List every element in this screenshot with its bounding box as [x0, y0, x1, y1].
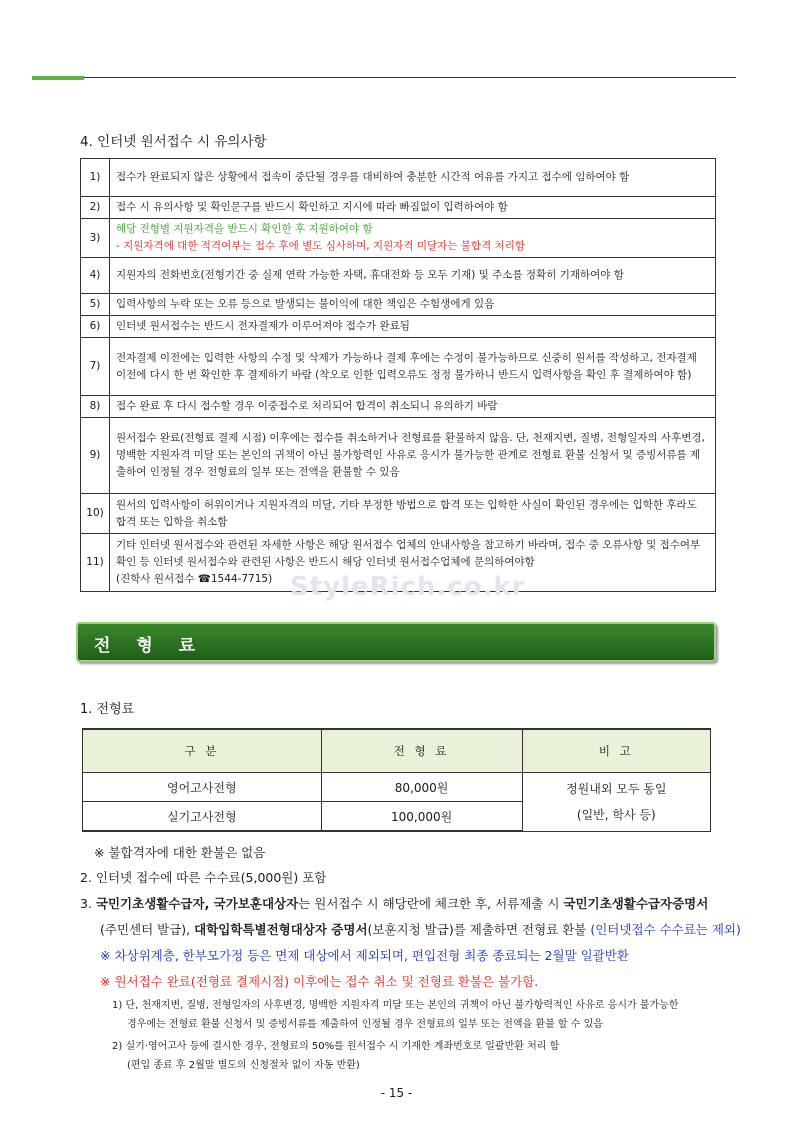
row-text: 원서접수 완료(전형료 결제 시점) 이후에는 접수를 취소하거나 전형료를 환불하지 않음. 단, 천재지변, 질병, 전형일자의 사후변경, 명백한 지원자격 미달 또는 본인의 귀책이 아닌 불가항력인 사유로 응시가 불가능한 관계로 전형료 환불 신청서 및 증빙서류를 제출하여 인정될 경우 전형료의 일부 또는 전액을 환불할 수 있음 [110, 418, 716, 494]
header-rule [84, 77, 736, 78]
watermark: StyleRich.co.kr [290, 572, 526, 602]
nonpass-note: ※ 불합격자에 대한 환불은 없음 [94, 845, 266, 860]
commission-excluded-note: (인터넷접수 수수료는 제외) [590, 922, 741, 937]
table-row [81, 258, 716, 294]
row-text-main: 기타 인터넷 원서접수와 관련된 자세한 사항은 해당 원서접수 업체의 안내사항을 참고하기 바라며, 접수 중 오류사항 및 접수여부 확인 등 인터넷 원서접수와 관련된 사항은 반드시 해당 인터넷 원서접수업체에 문의하여야함 [116, 539, 701, 568]
page-number: - 15 - [380, 1086, 413, 1100]
banner-title: 전 형 료 [94, 636, 206, 656]
table-row [81, 294, 716, 316]
notice-blue: ※ 차상위계층, 한부모가정 등은 면제 대상에서 제외되며, 편입전형 최종 종료되는 2월말 일괄반환 [100, 948, 629, 963]
row-text: 접수 완료 후 다시 접수할 경우 이중접수로 처리되어 합격이 취소되니 유의하기 바람 [110, 396, 716, 418]
exempt-targets: 국민기초생활수급자, 국가보훈대상자 [95, 896, 299, 911]
para-text: (보훈지청 발급)를 제출하면 전형료 환불 [367, 922, 591, 937]
row-number: 3) [81, 219, 110, 258]
para-text: (주민센터 발급), [100, 922, 195, 937]
row-number: 10) [81, 494, 110, 534]
fee-subtitle: 1. 전형료 [80, 702, 135, 717]
row-text: 인터넷 원서접수는 반드시 전자결제가 이루어져야 접수가 완료됨 [110, 316, 716, 338]
row-number: 2) [81, 197, 110, 219]
exemption-para-line2 [100, 920, 741, 938]
table-row [81, 494, 716, 534]
sub1-line2: 경우에는 전형료 환불 신청서 및 증빙서류를 제출하여 인정될 경우 전형료의 일부 또는 전액을 환불 할 수 있음 [127, 1019, 603, 1030]
notice-red: ※ 원서접수 완료(전형료 결제시점) 이후에는 접수 취소 및 전형료 환불은 불가함. [100, 974, 539, 989]
row-text-red: - 지원자격에 대한 적격여부는 접수 후에 별도 심사하며, 지원자격 미달자는 불합격 처리함 [116, 240, 525, 252]
header-accent-bar [32, 76, 84, 80]
sub1-line1: 1) 단, 천재지변, 질병, 전형일자의 사후변경, 명백한 지원자격 미달 또는 본인의 귀책이 아닌 불가항력적인 사유로 응시가 불가능한 [112, 1000, 679, 1011]
header-note: 비 고 [522, 729, 710, 773]
row-text: 접수가 완료되지 않은 상황에서 접속이 중단될 경우를 대비하여 충분한 시간적 여유를 가지고 접수에 임하여야 함 [110, 159, 716, 197]
table-row [81, 316, 716, 338]
table-row [81, 197, 716, 219]
exemption-para-line1 [80, 894, 708, 912]
notes-table [80, 158, 716, 592]
section-title: 4. 인터넷 원서접수 시 유의사항 [80, 134, 267, 150]
certificate-name-2: 대학입학특별전형대상자 증명서 [194, 922, 368, 937]
fee-table [82, 728, 711, 832]
para-num: 3. [80, 896, 96, 911]
fee-amount: 100,000원 [321, 802, 522, 832]
table-row [81, 418, 716, 494]
row-text-green: 해당 전형별 지원자격을 반드시 확인한 후 지원하여야 함 [116, 223, 373, 235]
row-text: 입력사항의 누락 또는 오류 등으로 발생되는 불이익에 대한 책임은 수험생에게 있음 [110, 294, 716, 316]
table-row [81, 396, 716, 418]
sub2-line2: (편입 종료 후 2월말 별도의 신청절차 없이 자동 반환) [127, 1060, 360, 1071]
row-text: 지원자의 전화번호(전형기간 중 실제 연락 가능한 자택, 휴대전화 등 모두 기재) 및 주소를 정확히 기재하여야 함 [110, 258, 716, 294]
fee-amount: 80,000원 [321, 773, 522, 802]
row-text: 원서의 입력사항이 허위이거나 지원자격의 미달, 기타 부정한 방법으로 합격 또는 입학한 사실이 확인된 경우에는 입학한 후라도 합격 또는 입학을 취소함 [110, 494, 716, 534]
contact-info: (진학사 원서접수 ☎1544-7715) [116, 573, 273, 585]
header-fee: 전 형 료 [321, 729, 522, 773]
row-number: 7) [81, 338, 110, 396]
fee-note-line1: 정원내외 모두 동일 [566, 781, 667, 796]
fee-type: 영어고사전형 [83, 773, 322, 802]
row-number: 1) [81, 159, 110, 197]
table-row [83, 773, 711, 802]
table-row [81, 338, 716, 396]
row-number: 9) [81, 418, 110, 494]
header-category: 구 분 [83, 729, 322, 773]
row-number: 11) [81, 534, 110, 592]
fee-note [522, 773, 710, 832]
row-text: 접수 시 유의사항 및 확인문구를 반드시 확인하고 지시에 따라 빠짐없이 입력하여야 함 [110, 197, 716, 219]
row-text [110, 219, 716, 258]
fee-type: 실기고사전형 [83, 802, 322, 832]
row-text: 전자결제 이전에는 입력한 사항의 수정 및 삭제가 가능하나 결제 후에는 수정이 불가능하므로 신중히 원서를 작성하고, 전자결제 이전에 다시 한 번 확인한 후 결제하기 바람 (착오로 인한 입력오류도 정정 불가하니 반드시 입력사항을 확인 후 결제하여야 함) [110, 338, 716, 396]
fee-note-line2: (일반, 학사 등) [576, 807, 656, 822]
row-number: 5) [81, 294, 110, 316]
table-row [81, 219, 716, 258]
table-header-row [83, 729, 711, 773]
row-number: 4) [81, 258, 110, 294]
table-row [81, 159, 716, 197]
para-text: 는 원서접수 시 해당란에 체크한 후, 서류제출 시 [298, 896, 564, 911]
row-number: 6) [81, 316, 110, 338]
commission-para: 2. 인터넷 접수에 따른 수수료(5,000원) 포함 [80, 870, 327, 885]
sub2-line1: 2) 실기·영어고사 등에 결시한 경우, 전형료의 50%를 원서접수 시 기재한 계좌번호로 일괄반환 처리 함 [112, 1041, 560, 1052]
fee-section-banner [76, 622, 716, 662]
row-number: 8) [81, 396, 110, 418]
certificate-name: 국민기초생활수급자증명서 [563, 896, 709, 911]
